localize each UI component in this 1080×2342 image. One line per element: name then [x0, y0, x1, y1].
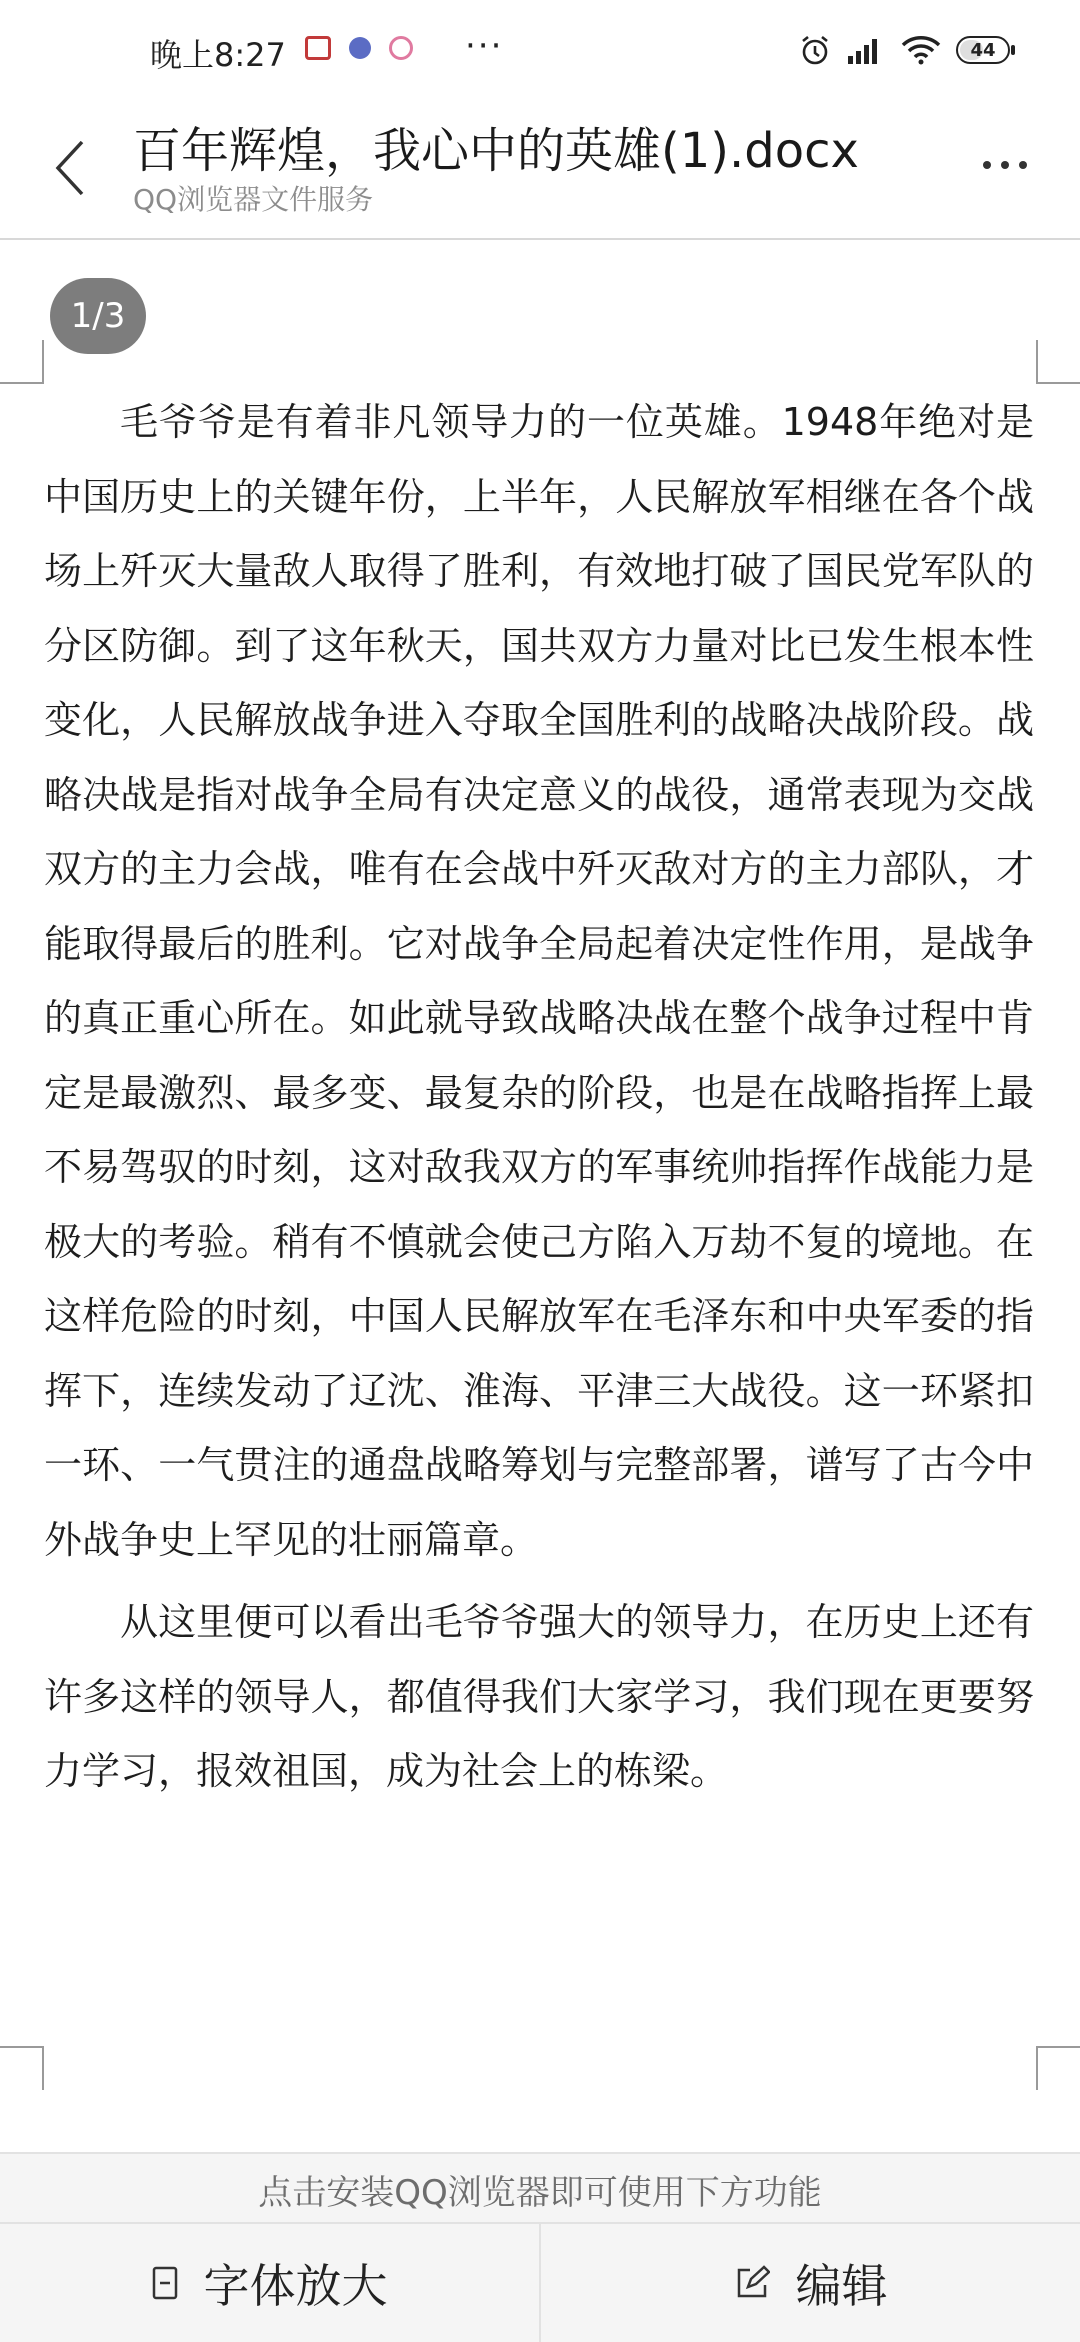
document-subtitle: QQ浏览器文件服务	[133, 183, 374, 216]
more-dot-icon	[1019, 161, 1027, 169]
page-corner-mark	[1036, 340, 1080, 384]
edit-icon	[734, 2265, 770, 2301]
install-prompt[interactable]: 点击安装QQ浏览器即可使用下方功能	[0, 2152, 1080, 2224]
document-title: 百年辉煌，我心中的英雄(1).docx	[133, 123, 859, 179]
document-content[interactable]	[44, 385, 1034, 1817]
more-options-button[interactable]	[970, 140, 1040, 190]
status-bar	[0, 0, 1080, 100]
page-corner-mark	[0, 2046, 44, 2090]
edit-button[interactable]	[539, 2224, 1080, 2342]
more-dot-icon	[983, 161, 991, 169]
edit-label: 编辑	[795, 2259, 888, 2313]
back-button[interactable]	[40, 130, 100, 206]
app-notification-icon	[305, 36, 331, 60]
page-corner-mark	[1036, 2046, 1080, 2090]
font-size-icon	[152, 2266, 178, 2300]
app-notification-icon	[389, 36, 413, 60]
more-notifications-icon: ···	[465, 26, 504, 66]
more-dot-icon	[1001, 161, 1009, 169]
app-header	[0, 100, 1080, 240]
font-enlarge-button[interactable]	[0, 2224, 539, 2342]
paragraph: 毛爷爷是有着非凡领导力的一位英雄。1948年绝对是中国历史上的关键年份，上半年，人民解放军相继在各个战场上歼灭大量敌人取得了胜利，有效地打破了国民党军队的分区防御。到了这年秋天，国共双方力量对比已发生根本性变化，人民解放战争进入夺取全国胜利的战略决战阶段。战略决战是指对战争全局有决定意义的战役，通常表现为交战双方的主力会战，唯有在会战中歼灭敌对方的主力部队，才能取得最后的胜利。它对战争全局起着决定性作用，是战争的真正重心所在。如此就导致战略决战在整个战争过程中肯定是最激烈、最多变、最复杂的阶段，也是在战略指挥上最不易驾驭的时刻，这对敌我双方的军事统帅指挥作战能力是极大的考验。稍有不慎就会使己方陷入万劫不复的境地。在这样危险的时刻，中国人民解放军在毛泽东和中央军委的指挥下，连续发动了辽沈、淮海、平津三大战役。这一环紧扣一环、一气贯注的通盘战略筹划与完整部署，谱写了古今中外战争史上罕见的壮丽篇章。	[44, 400, 1034, 1562]
battery-icon	[956, 36, 1010, 64]
chevron-left-icon	[52, 138, 88, 198]
paragraph: 从这里便可以看出毛爷爷强大的领导力，在历史上还有许多这样的领导人，都值得我们大家学习，我们现在更要努力学习，报效祖国，成为社会上的栋梁。	[44, 1600, 1034, 1793]
page-indicator: 1/3	[50, 278, 146, 354]
alarm-icon	[798, 34, 832, 66]
page-corner-mark	[0, 340, 44, 384]
bottom-toolbar	[0, 2222, 1080, 2342]
system-status-icons	[798, 34, 1010, 66]
signal-icon	[846, 34, 886, 66]
wifi-icon	[900, 34, 942, 66]
font-enlarge-label: 字体放大	[203, 2259, 388, 2313]
battery-level: 44	[970, 39, 996, 61]
status-time: 晚上8:27	[150, 36, 286, 74]
app-notification-icon	[349, 37, 371, 59]
notification-icons	[305, 36, 413, 60]
